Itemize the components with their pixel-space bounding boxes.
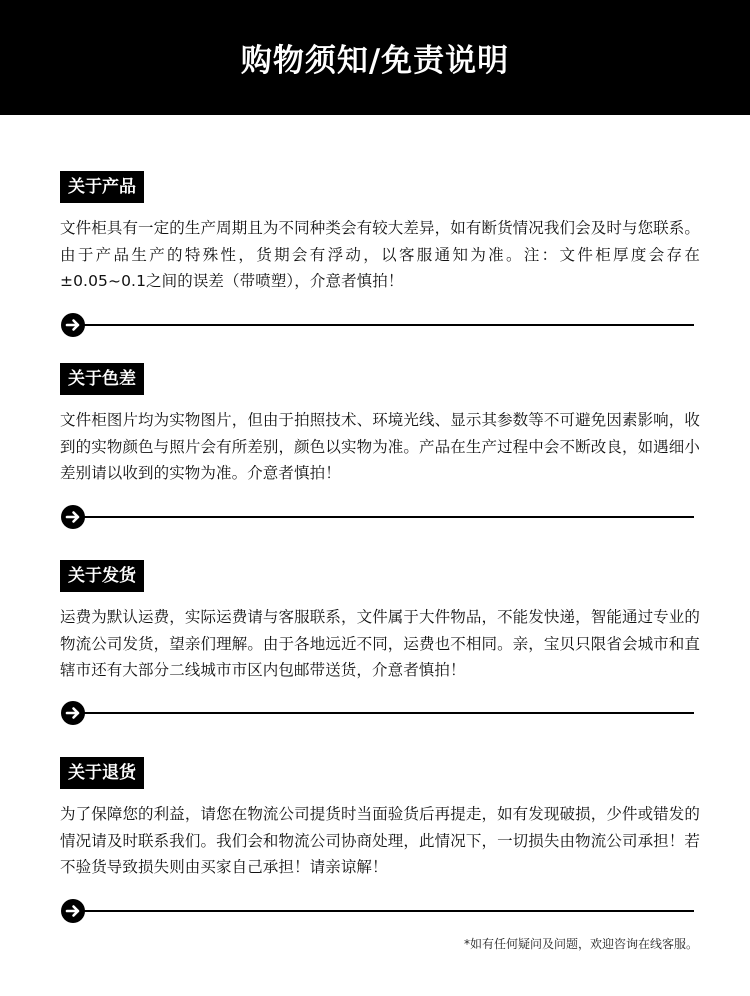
section-divider (60, 312, 694, 338)
section-shipping (60, 560, 700, 684)
section-text: 为了保障您的利益，请您在物流公司提货时当面验货后再提走，如有发现破损，少件或错发的情况请及时联系我们。我们会和物流公司协商处理，此情况下，一切损失由物流公司承担！若不验货导致损失则由买家自己承担！请亲谅解！ (60, 805, 700, 876)
page-header (0, 0, 750, 115)
divider-line (84, 324, 694, 326)
section-label: 关于产品 (60, 171, 144, 203)
section-text: 文件柜图片均为实物图片，但由于拍照技术、环境光线、显示其参数等不可避免因素影响，收到的实物颜色与照片会有所差别，颜色以实物为准。产品在生产过程中会不断改良，如遇细小差别请以收到的实物为准。介意者慎拍！ (60, 411, 700, 482)
divider-line (84, 712, 694, 714)
footer-note: *如有任何疑问及问题，欢迎咨询在线客服。 (463, 937, 698, 951)
section-label: 关于退货 (60, 757, 144, 789)
arrow-right-circle-icon (60, 898, 86, 924)
arrow-right-circle-icon (60, 504, 86, 530)
divider-line (84, 516, 694, 518)
section-divider (60, 504, 694, 530)
arrow-right-circle-icon (60, 312, 86, 338)
section-text: 运费为默认运费，实际运费请与客服联系，文件属于大件物品，不能发快递，智能通过专业的物流公司发货，望亲们理解。由于各地远近不同，运费也不相同。亲，宝贝只限省会城市和直辖市还有大部分二线城市市区内包邮带送货，介意者慎拍！ (60, 608, 700, 679)
section-product (60, 171, 700, 295)
section-color (60, 363, 700, 487)
section-divider (60, 898, 694, 924)
section-label: 关于色差 (60, 363, 144, 395)
divider-line (84, 910, 694, 912)
arrow-right-circle-icon (60, 700, 86, 726)
section-text: 文件柜具有一定的生产周期且为不同种类会有较大差异，如有断货情况我们会及时与您联系。由于产品生产的特殊性，货期会有浮动，以客服通知为准。注：文件柜厚度会存在±0.05~0.1之间的误差（带喷塑），介意者慎拍！ (60, 219, 700, 290)
page-title: 购物须知/免责说明 (240, 43, 510, 79)
section-divider (60, 700, 694, 726)
section-label: 关于发货 (60, 560, 144, 592)
section-returns (60, 757, 700, 881)
